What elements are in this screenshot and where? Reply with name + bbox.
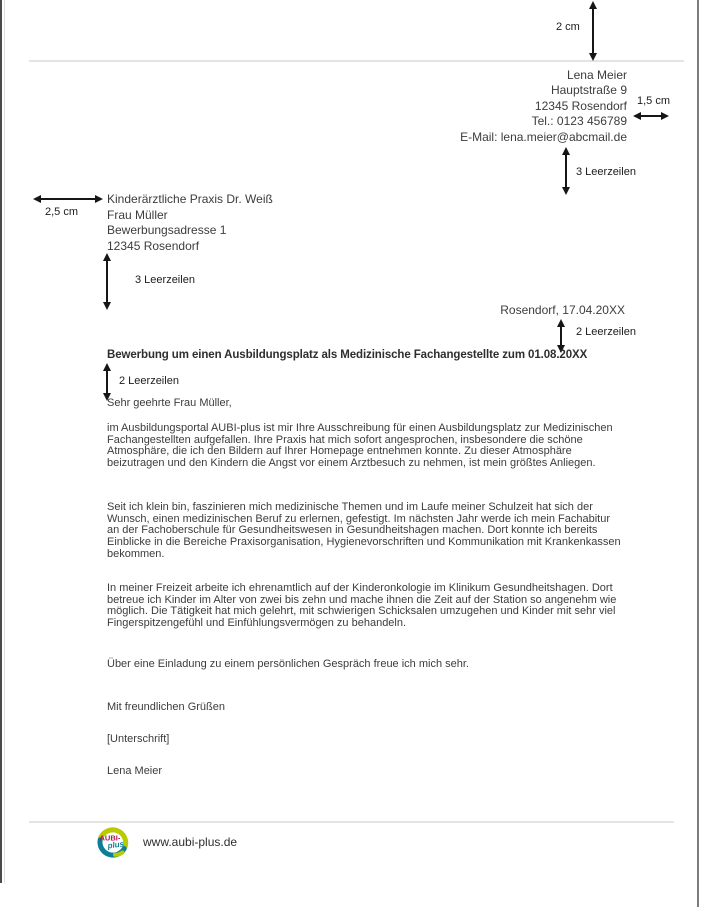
right-margin-label: 1,5 cm xyxy=(637,95,671,107)
sender-address-block xyxy=(330,68,627,145)
left-margin-label: 2,5 cm xyxy=(45,206,79,218)
paragraph-2: Seit ich klein bin, faszinieren mich medizinische Themen und im Laufe meiner Schulzeit hat sich der Wunsch, einen medizinischen Beruf zu erlernen, gefestigt. Im nächsten Jahr werde ich mein Fachabitur an der Fachoberschule für Gesundheitswesen in Gesundheitshagen machen. Dort konnte ich bereits Einblicke in die Bereiche Praxisorganisation, Hygienevorschriften und Kommunikation mit Krankenkassen bekommen. xyxy=(107,501,621,560)
recipient-street: Bewerbungsadresse 1 xyxy=(107,223,227,238)
top-margin-arrow xyxy=(592,9,594,53)
sender-name: Lena Meier xyxy=(566,68,627,82)
paragraph-4: Über eine Einladung zu einem persönlichen Gespräch freue ich mich sehr. xyxy=(107,658,469,670)
date-spacing-arrow xyxy=(560,327,562,345)
salutation: Sehr geehrte Frau Müller, xyxy=(107,397,232,409)
subject-spacing-arrow xyxy=(106,371,108,393)
footer-website: www.aubi-plus.de xyxy=(143,835,238,849)
logo-text-aubi: AUBI- xyxy=(99,833,121,843)
signature-name: Lena Meier xyxy=(107,765,163,777)
subject-spacing-label: 2 Leerzeilen xyxy=(119,375,179,387)
right-margin-arrow xyxy=(641,115,661,117)
footer-divider-line xyxy=(29,821,674,823)
sender-spacing-arrow xyxy=(565,155,567,187)
paragraph-1: im Ausbildungsportal AUBI-plus ist mir Ihre Ausschreibung für einen Ausbildungsplatz zur Medizinischen Fachangestellten aufgefallen. Ihre Praxis hat mich sofort angesprochen, insbesondere die schöne Atmosphäre, die ich den Bildern auf Ihrer Homepage entnehmen konnte. Zu dieser Atmosphäre beizutragen und den Kindern die Angst vor einem Arztbesuch zu nehmen, ist mein größtes Anliegen. xyxy=(107,422,613,470)
sender-email: E-Mail: lena.meier@abcmail.de xyxy=(460,129,627,144)
recipient-contact: Frau Müller xyxy=(107,207,168,222)
logo-text-plus: plus xyxy=(107,839,125,851)
date-line: Rosendorf, 17.04.20XX xyxy=(500,303,625,317)
recipient-city: 12345 Rosendorf xyxy=(107,238,200,253)
left-margin-arrow xyxy=(41,198,95,200)
sender-city: 12345 Rosendorf xyxy=(534,98,627,113)
closing: Mit freundlichen Grüßen xyxy=(107,701,225,713)
top-margin-guide-line xyxy=(29,60,684,62)
recipient-spacing-label: 3 Leerzeilen xyxy=(135,274,195,286)
recipient-practice: Kinderärztliche Praxis Dr. Weiß xyxy=(107,192,273,206)
top-margin-label: 2 cm xyxy=(556,21,580,33)
sender-spacing-label: 3 Leerzeilen xyxy=(576,166,636,178)
recipient-spacing-arrow xyxy=(106,261,108,302)
page-edge-right xyxy=(697,0,699,907)
signature-placeholder: [Unterschrift] xyxy=(107,733,170,745)
aubi-plus-logo xyxy=(95,824,131,860)
sender-street: Hauptstraße 9 xyxy=(550,83,627,98)
logo-arc-green-tail xyxy=(115,853,123,855)
subject-line: Bewerbung um einen Ausbildungsplatz als Medizinische Fachangestellte zum 01.08.20XX xyxy=(107,349,588,361)
aubi-plus-logo-graphic xyxy=(95,824,131,860)
page-edge-left-inner xyxy=(4,0,5,883)
sender-phone: Tel.: 0123 456789 xyxy=(531,114,627,129)
paragraph-3: In meiner Freizeit arbeite ich ehrenamtlich auf der Kinderonkologie im Klinikum Gesundheitshagen. Dort betreue ich Kinder im Alter von zwei bis zehn und mache ihnen die Zeit auf der Station so angenehm wie möglich. Die Tätigkeit hat mich gelehrt, mit schwierigen Schicksalen umzugehen und Kinder mit sehr viel Fingerspitzengefühl und Einfühlungsvermögen zu behandeln. xyxy=(107,582,617,630)
page-edge-left xyxy=(0,0,2,883)
recipient-address-block xyxy=(107,192,273,254)
date-spacing-label: 2 Leerzeilen xyxy=(576,326,636,338)
